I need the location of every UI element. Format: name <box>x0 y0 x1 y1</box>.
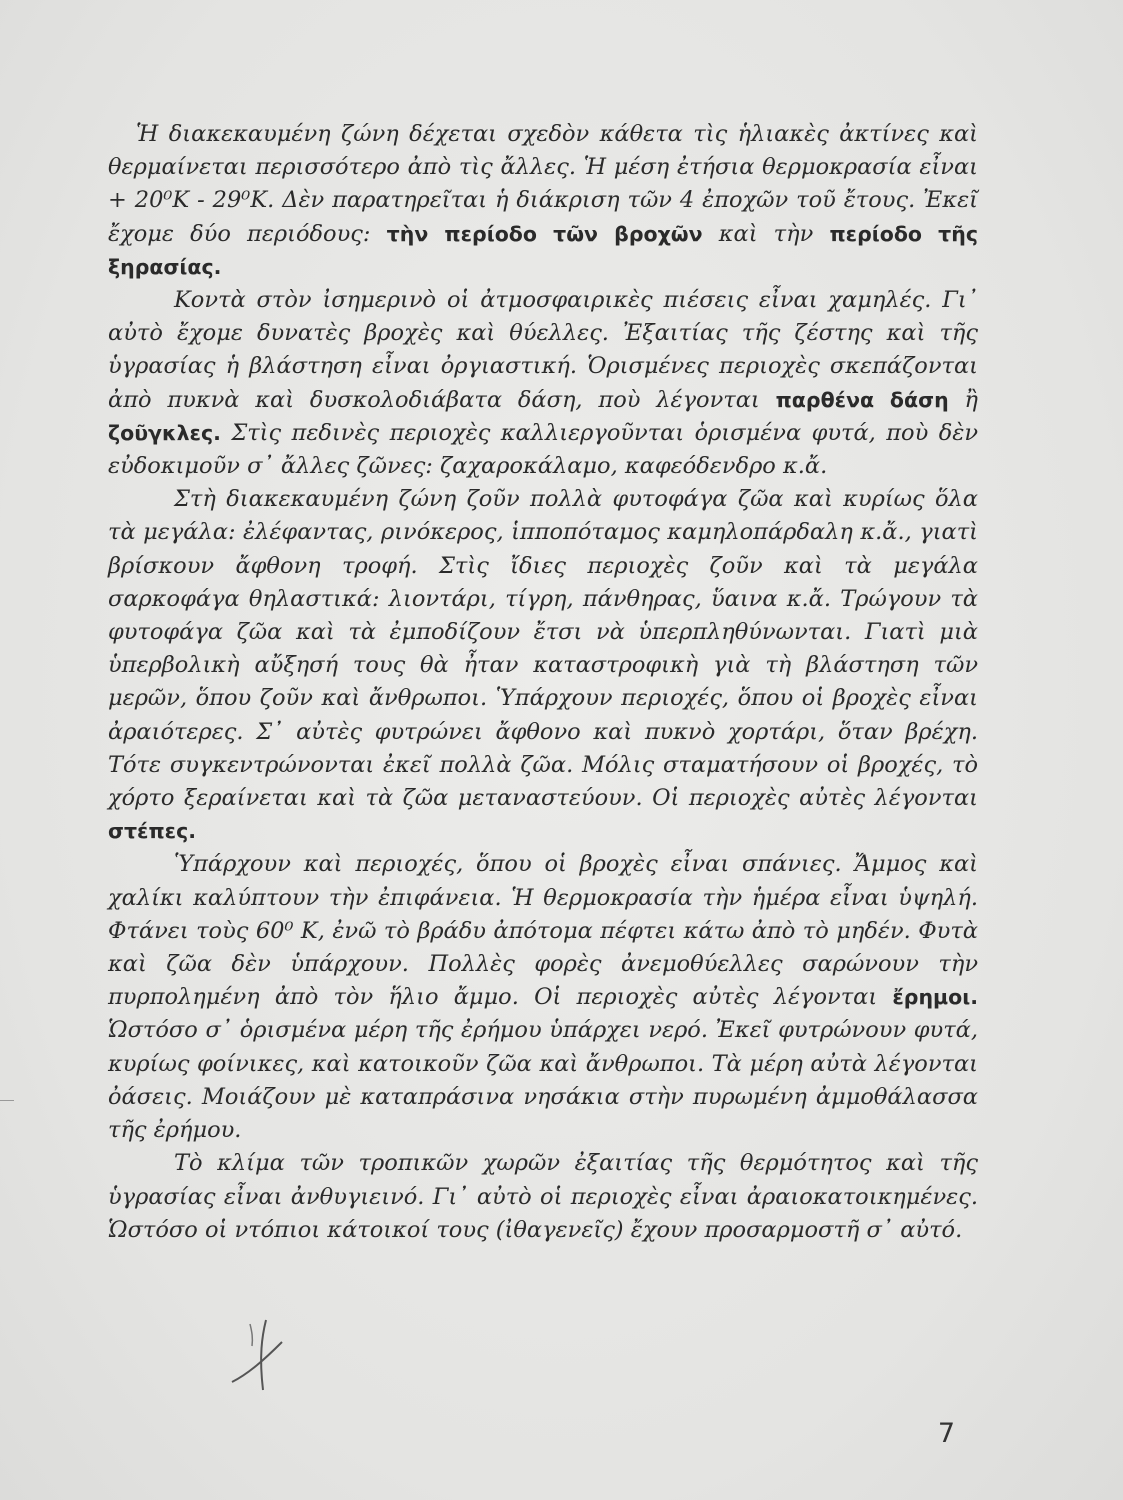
paragraph <box>108 1147 978 1247</box>
pencil-mark-icon <box>226 1316 296 1396</box>
margin-mark <box>0 1100 14 1101</box>
text-run: Στὴ διακεκαυμένη ζώνη ζοῦν πολλὰ φυτοφάγα ζῶα καὶ κυρίως ὅλα τὰ μεγάλα: ἐλέφαντας, ρινόκερος, ἱπποπόταμος καμηλοπάρδαλη κ.ἄ., γιατὶ βρίσκουν ἄφθονη τροφή. Στὶς ἴδιες περιοχὲς ζοῦν καὶ τὰ μεγάλα σαρκοφάγα θηλαστικά: λιοντάρι, τίγρη, πάνθηρας, ὕαινα κ.ἄ. Τρώγουν τὰ φυτοφάγα ζῶα καὶ τὰ ἐμποδίζουν ἔτσι νὰ ὑπερπληθύνωνται. Γιατὶ μιὰ ὑπερβολικὴ αὔξησή τους θὰ ἦταν καταστροφικὴ γιὰ τὴ βλάστηση τῶν μερῶν, ὅπου ζοῦν καὶ ἄνθρωποι. Ὑπάρχουν περιοχές, ὅπου οἱ βροχὲς εἶναι ἀραιότερες. Σ᾿ αὐτὲς φυτρώνει ἄφθονο καὶ πυκνὸ χορτάρι, ὅταν βρέχη. Τότε συγκεντρώνονται ἐκεῖ πολλὰ ζῶα. Μόλις σταματήσουν οἱ βροχές, τὸ χόρτο ξεραίνεται καὶ τὰ ζῶα μεταναστεύουν. Οἱ περιοχὲς αὐτὲς λέγονται <box>108 486 978 812</box>
bold-term: ζοῦγκλες. <box>108 420 221 445</box>
paragraph <box>108 483 978 848</box>
page-number: 7 <box>937 1418 955 1449</box>
paragraph <box>108 118 978 284</box>
text-run: Κοντὰ στὸν ἰσημερινὸ οἱ ἀτμοσφαιρικὲς πιέσεις εἶναι χαμηλές. Γι᾿ αὐτὸ ἔχομε δυνατὲς βροχὲς καὶ θύελλες. Ἐξαιτίας τῆς ζέστης καὶ τῆς ὑγρασίας ἡ βλάστηση εἶναι ὀργιαστική. Ὁρισμένες περιοχὲς σκεπάζονται ἀπὸ πυκνὰ καὶ δυσκολοδιάβατα δάση, ποὺ λέγονται <box>108 287 978 413</box>
text-run: ἢ <box>948 386 978 413</box>
paragraph <box>108 284 978 483</box>
text-run: Στὶς πεδινὲς περιοχὲς καλλιεργοῦνται ὁρισμένα φυτά, ποὺ δὲν εὐδοκιμοῦν σ᾿ ἄλλες ζῶνες: ζαχαροκάλαμο, καφεόδενδρο κ.ἄ. <box>108 419 978 480</box>
text-run: Ἡ διακεκαυμένη ζώνη δέχεται σχεδὸν κάθετα τὶς ἡλιακὲς ἀκτίνες καὶ θερμαίνεται περισσότερο ἀπὸ τὶς ἄλλες. Ἡ μέση ἐτήσια θερμοκρασία εἶναι + 20⁰Κ - 29⁰Κ. Δὲν παρατηρεῖται ἡ διάκριση τῶν 4 ἐποχῶν τοῦ ἔτους. Ἐκεῖ ἔχομε δύο περιόδους: <box>108 121 978 247</box>
text-run: Ὑπάρχουν καὶ περιοχές, ὅπου οἱ βροχὲς εἶναι σπάνιες. Ἄμμος καὶ χαλίκι καλύπτουν τὴν ἐπιφάνεια. Ἡ θερμοκρασία τὴν ἡμέρα εἶναι ὑψηλή. Φτάνει τοὺς 60⁰ Κ, ἐνῶ τὸ βράδυ ἀπότομα πέφτει κάτω ἀπὸ τὸ μηδέν. Φυτὰ καὶ ζῶα δὲν ὑπάρχουν. Πολλὲς φορὲς ἀνεμοθύελλες σαρώνουν τὴν πυρπολημένη ἀπὸ τὸν ἥλιο ἄμμο. Οἱ περιοχὲς αὐτὲς λέγονται <box>108 851 978 1011</box>
text-run: Ὡστόσο σ᾿ ὁρισμένα μέρη τῆς ἐρήμου ὑπάρχει νερό. Ἐκεῖ φυτρώνουν φυτά, κυρίως φοίνικες, καὶ κατοικοῦν ζῶα καὶ ἄνθρωποι. Τὰ μέρη αὐτὰ λέγονται ὀάσεις. Μοιάζουν μὲ καταπράσινα νησάκια στὴν πυρωμένη ἀμμοθάλασσα τῆς ἐρήμου. <box>108 1017 978 1144</box>
body-text <box>108 118 978 1247</box>
paragraph <box>108 848 978 1147</box>
bold-term: ἔρημοι. <box>892 985 978 1010</box>
bold-term: τὴν περίοδο τῶν βροχῶν <box>386 221 703 246</box>
bold-term: περίοδο τῆς ξηρασίας. <box>108 221 978 279</box>
text-run: Τὸ κλίμα τῶν τροπικῶν χωρῶν ἐξαιτίας τῆς θερμότητος καὶ τῆς ὑγρασίας εἶναι ἀνθυγιεινό. Γι᾿ αὐτὸ οἱ περιοχὲς εἶναι ἀραιοκατοικημένες. Ὡστόσο οἱ ντόπιοι κάτοικοί τους (ἰθαγενεῖς) ἔχουν προσαρμοστῆ σ᾿ αὐτό. <box>108 1150 978 1243</box>
bold-term: παρθένα δάση <box>775 387 949 412</box>
bold-term: στέπες. <box>108 819 197 844</box>
text-run: καὶ τὴν <box>702 220 830 247</box>
